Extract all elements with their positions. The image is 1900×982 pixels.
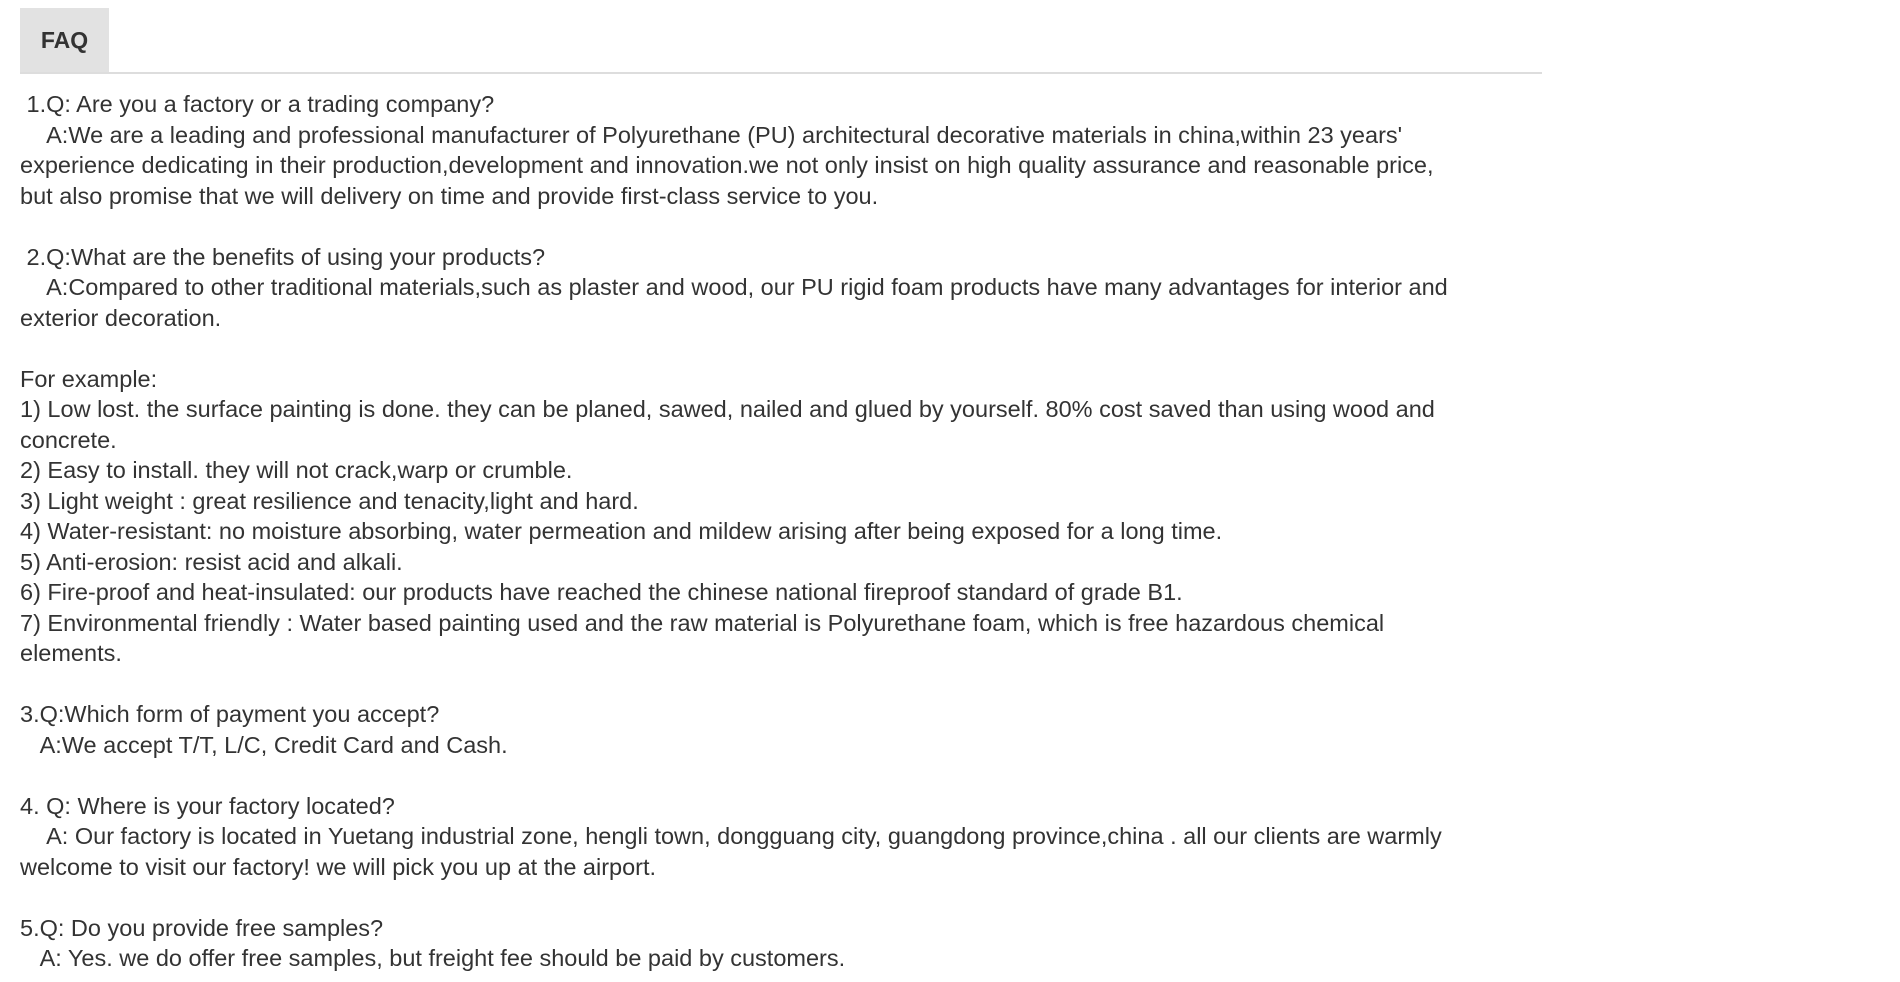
faq-text-line: welcome to visit our factory! we will pick you up at the airport. — [20, 853, 657, 880]
faq-text-line: 2.Q:What are the benefits of using your products? — [20, 243, 546, 270]
faq-text-line: experience dedicating in their production,development and innovation.we not only insist on high quality assurance and reasonable price, — [20, 152, 1434, 178]
faq-text-line: 1.Q: Are you a factory or a trading company? — [20, 91, 495, 117]
faq-text-line: A:We are a leading and professional manufacturer of Polyurethane (PU) architectural decorative materials in china,within 23 years' — [20, 121, 1403, 148]
faq-content — [20, 74, 1542, 974]
faq-text-line: 5) Anti-erosion: resist acid and alkali. — [20, 548, 403, 575]
spacer-line — [20, 760, 1542, 791]
faq-text-line: 5.Q: Do you provide free samples? — [20, 914, 384, 941]
faq-text-line: elements. — [20, 640, 122, 666]
faq-text-line: but also promise that we will delivery on time and provide first-class service to you. — [20, 182, 879, 209]
faq-text-line: For example: — [20, 365, 158, 392]
faq-text-line: A: Our factory is located in Yuetang industrial zone, hengli town, dongguang city, guangdong province,china . all our clients are warmly — [20, 823, 1442, 849]
tab-faq[interactable]: FAQ — [20, 8, 109, 72]
faq-text-line: 3.Q:Which form of payment you accept? — [20, 701, 440, 727]
faq-text-line: 4. Q: Where is your factory located? — [20, 792, 395, 819]
spacer-line — [20, 669, 1542, 700]
faq-text-line: exterior decoration. — [20, 304, 222, 331]
spacer-line — [20, 211, 1542, 242]
faq-text-line: 2) Easy to install. they will not crack,warp or crumble. — [20, 457, 573, 483]
faq-text-line: 7) Environmental friendly : Water based painting used and the raw material is Polyurethane foam, which is free hazardous chemical — [20, 609, 1385, 636]
spacer-line — [20, 333, 1542, 364]
faq-text-line: 6) Fire-proof and heat-insulated: our products have reached the chinese national fireproof standard of grade B1. — [20, 579, 1183, 605]
faq-text-line: 3) Light weight : great resilience and tenacity,light and hard. — [20, 487, 639, 514]
faq-text-line: A:We accept T/T, L/C, Credit Card and Cash. — [20, 731, 508, 758]
faq-text-line: 1) Low lost. the surface painting is done. they can be planed, sawed, nailed and glued by yourself. 80% cost saved than using wood and — [20, 396, 1435, 422]
faq-text-line: concrete. — [20, 426, 117, 453]
tab-bar — [20, 8, 1542, 74]
faq-section — [20, 8, 1542, 974]
faq-text-line: A: Yes. we do offer free samples, but freight fee should be paid by customers. — [20, 945, 846, 971]
faq-text-line: A:Compared to other traditional materials,such as plaster and wood, our PU rigid foam products have many advantages for interior and — [20, 274, 1448, 300]
spacer-line — [20, 882, 1542, 913]
faq-text-line: 4) Water-resistant: no moisture absorbing, water permeation and mildew arising after being exposed for a long time. — [20, 518, 1223, 544]
